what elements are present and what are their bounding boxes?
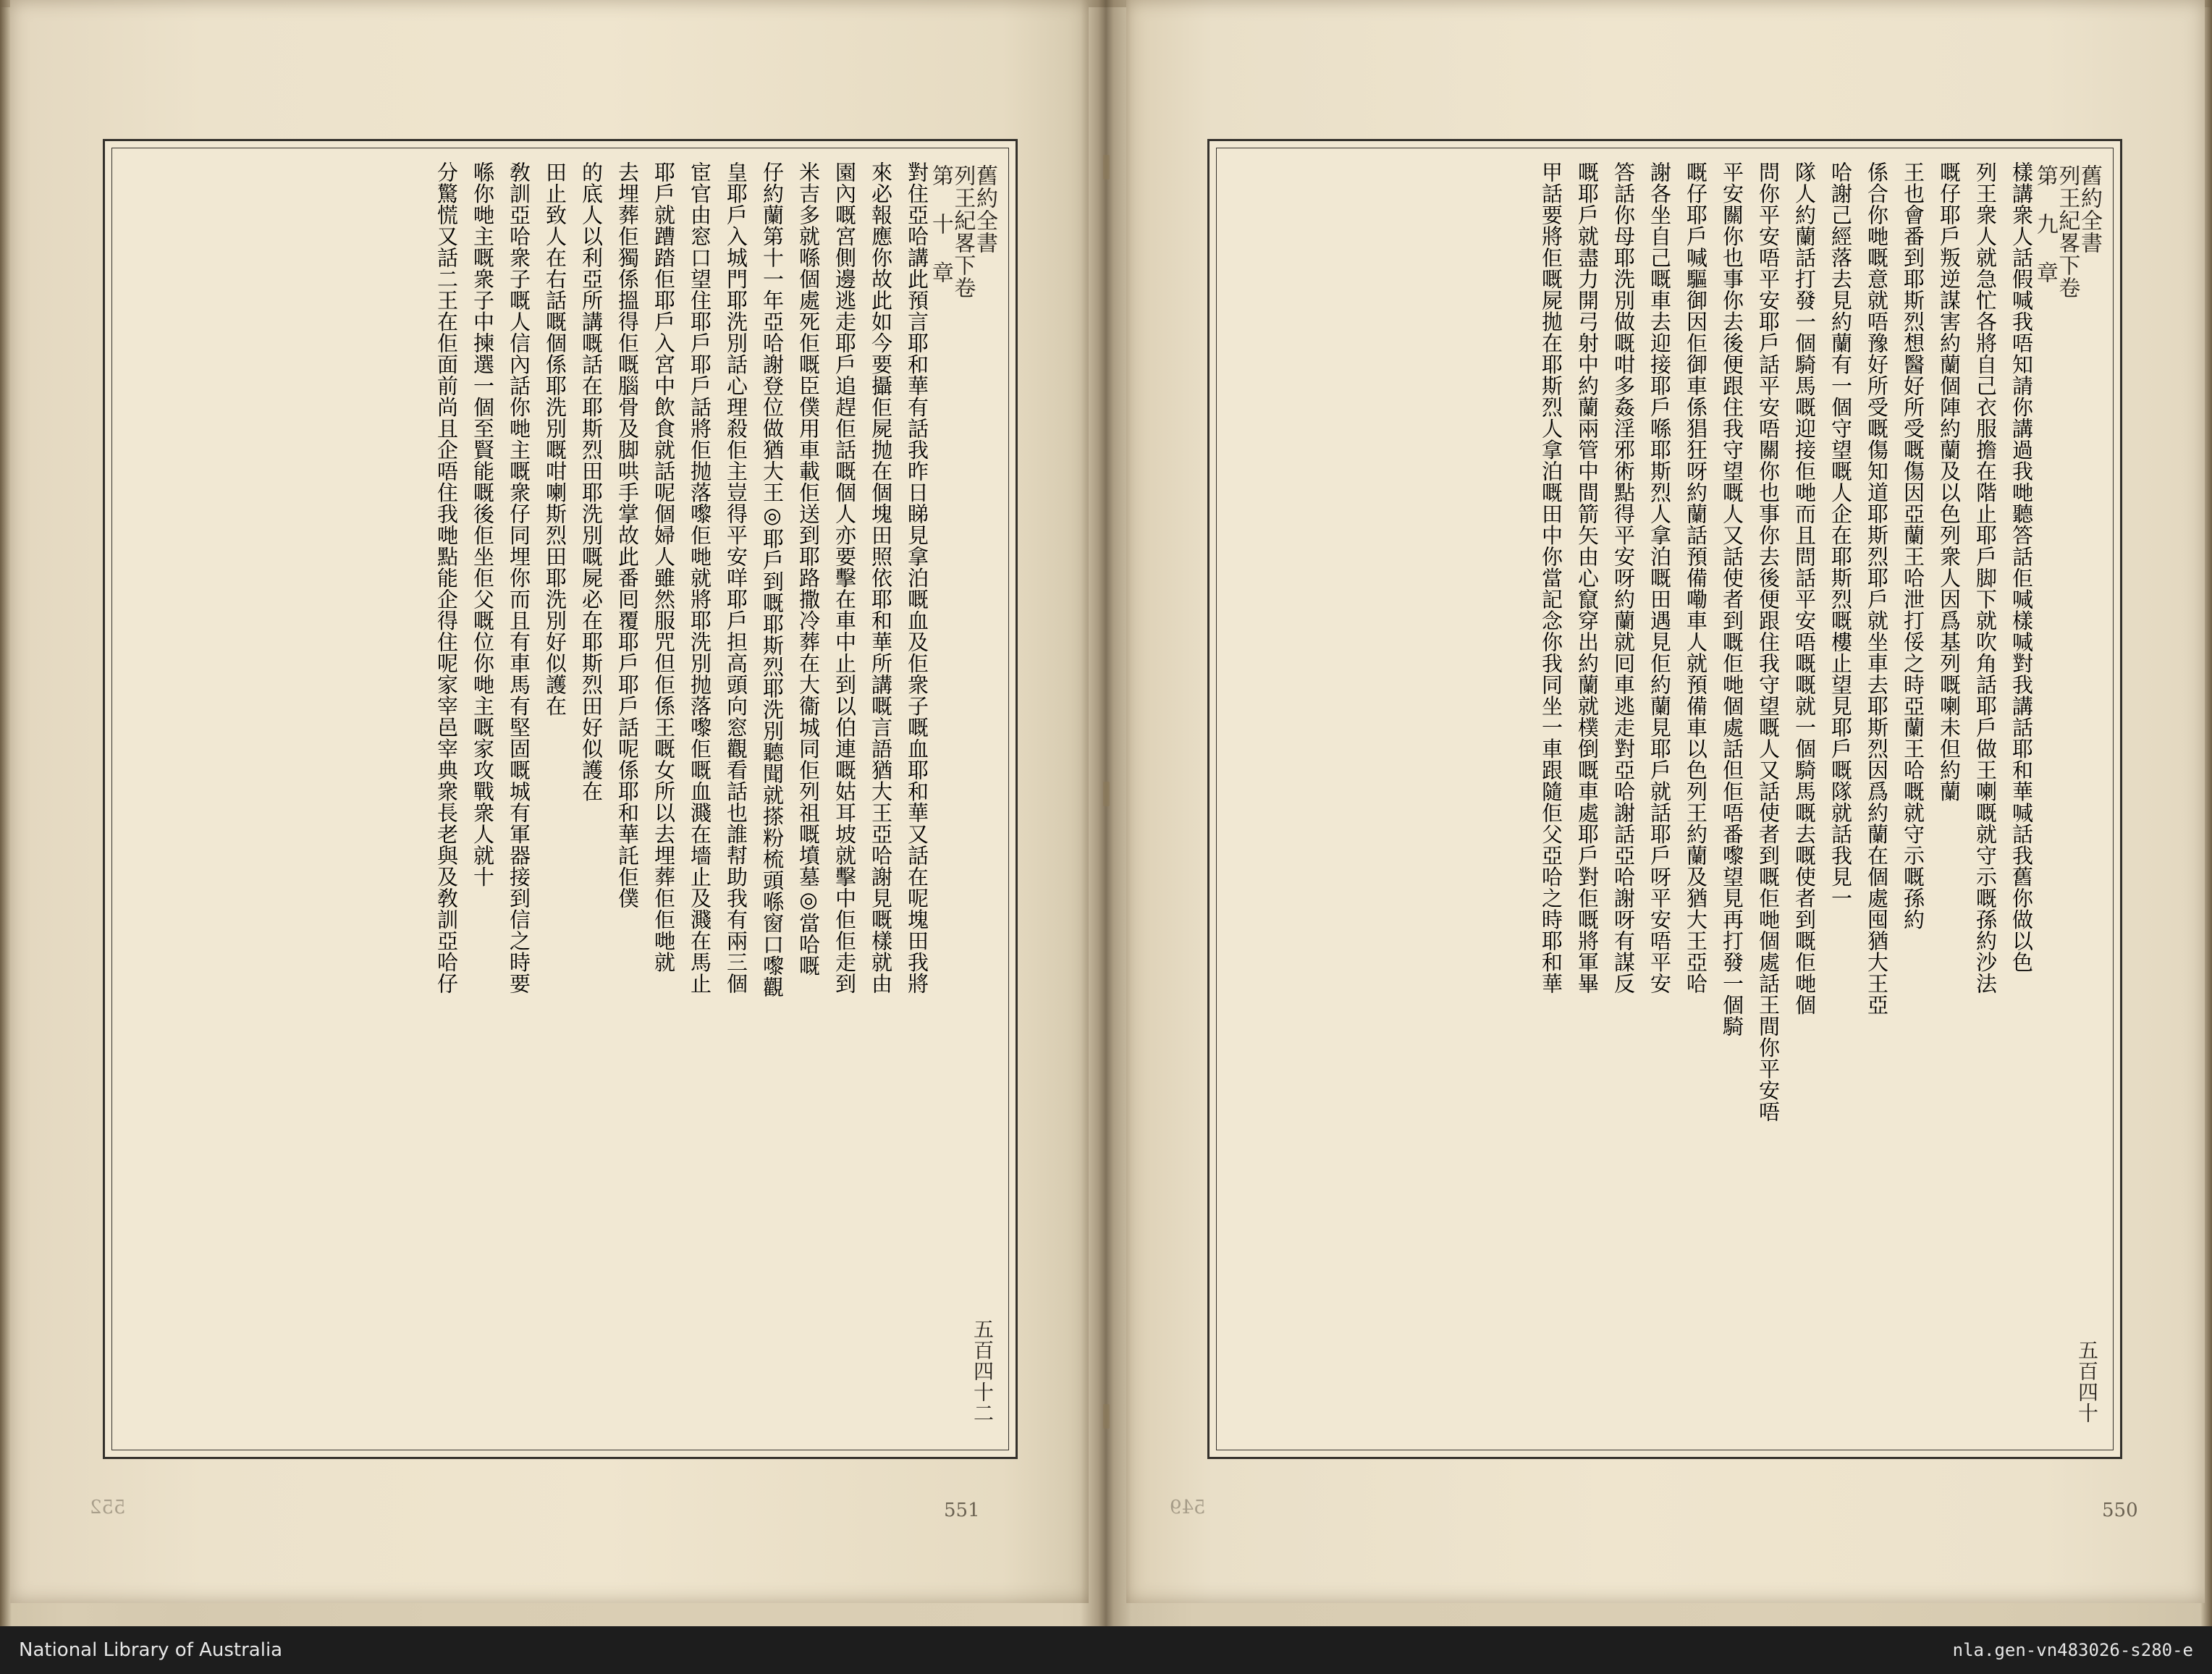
left-column-text: 敎訓亞哈衆子嘅人信內話你哋主嘅衆仔同埋你而且有車馬有堅固嘅城有軍器接到信之時要	[507, 161, 531, 994]
left-header-page-number: 五百四十二	[971, 1319, 995, 1424]
right-column-text: 列王衆人就急忙各將自己衣服擔在階止耶戶脚下就吹角話耶戶做王喇嘅就守示嘅孫約沙法	[1973, 161, 1998, 994]
left-text-column	[616, 161, 652, 1440]
right-text-column	[1648, 161, 1684, 1440]
right-leaf	[1126, 0, 2205, 1603]
right-pencil-page-number-bleed: 549	[1170, 1497, 1206, 1518]
left-column-text: 皇耶戶入城門耶洗別話心理殺佢主豈得平安咩耶戶担高頭向窓觀看話也誰幇助我有兩三個	[724, 161, 748, 994]
left-pencil-page-number: 551	[944, 1500, 980, 1521]
right-column-text: 嘅仔耶戶喊驅御因佢御車係猖狂呀約蘭話預備嘞車人就預備車以色列王約蘭及猶大王亞哈	[1684, 161, 1708, 994]
right-text-column	[1938, 161, 1974, 1440]
right-column-text: 甲話要將佢嘅屍拋在耶斯烈人拿泊嘅田中你當記念你我同坐一車跟隨佢父亞哈之時耶和華	[1539, 161, 1563, 994]
left-column-text: 分驚慌又話二王在佢面前尚且企唔住我哋點能企得住呢家宰邑宰典衆長老與及敎訓亞哈仔	[434, 161, 459, 994]
right-text-column	[1865, 161, 1901, 1440]
item-identifier: nla.gen-vn483026-s280-e	[1952, 1640, 2193, 1660]
binding-stitch	[1103, 782, 1110, 806]
right-text-column	[1974, 161, 2010, 1440]
right-text-column	[1612, 161, 1648, 1440]
right-column-text: 係合你哋嘅意就唔豫好所受嘅傷知道耶斯烈耶戶就坐車去耶斯烈因爲約蘭在個處囤猶大王亞	[1865, 161, 1889, 1015]
left-column-text: 來必報應你故此如今要攝佢屍抛在個塊田照依耶和華所講嘅言語猶大王亞哈謝見嘅樣就由	[869, 161, 893, 994]
left-header-book: 列王紀畧下卷	[950, 164, 976, 299]
right-body-columns	[1227, 161, 2046, 1440]
left-text-column	[725, 161, 761, 1440]
left-text-column	[507, 161, 544, 1440]
left-column-text: 田止致人在右話嘅個係耶洗別嘅咁喇斯烈田耶洗別好似護在	[543, 161, 567, 716]
right-column-text: 平安關你也事你去後便跟住我守望嘅人又話使者到嘅佢哋個處話但佢唔番嚟望見再打發一個騎	[1720, 161, 1744, 1037]
right-column-text: 謝各坐自己嘅車去迎接耶戶喺耶斯烈人拿泊嘅田遇見佢約蘭見耶戶就話耶戶呀平安唔平安	[1647, 161, 1672, 994]
right-text-column	[1540, 161, 1576, 1440]
right-column-text: 嘅仔耶戶叛逆謀害約蘭個陣約蘭及以色列衆人因爲基列嘅喇未但約蘭	[1937, 161, 1962, 802]
right-text-column	[1829, 161, 1865, 1440]
right-header-title: 舊約全書	[2077, 164, 2102, 254]
left-leaf	[10, 0, 1089, 1603]
right-column-text: 樣講衆人話假喊我唔知請你講過我哋聽答話佢喊樣喊對我講話耶和華喊話我舊你做以色	[2009, 161, 2034, 973]
left-body-columns	[122, 161, 942, 1440]
right-column-text: 答話你母耶洗別做嘅咁多姦淫邪術點得平安呀約蘭就囘車逃走對亞哈謝話亞哈謝呀有謀反	[1611, 161, 1636, 994]
right-header-book: 列王紀畧下卷	[2054, 164, 2080, 299]
left-text-column	[435, 161, 471, 1440]
left-text-column	[833, 161, 869, 1440]
left-text-column	[869, 161, 906, 1440]
left-column-text: 對住亞哈講此預言耶和華有話我昨日睇見拿泊嘅血及佢衆子嘅血耶和華又話在呢塊田我將	[905, 161, 929, 994]
right-column-text: 問你平安唔平安耶戶話平安唔關你也事你去後便跟住我守望嘅人又話使者到嘅佢哋個處話王間你平安唔	[1756, 161, 1781, 1123]
right-pencil-page-number: 550	[2102, 1500, 2138, 1521]
left-column-text: 米吉多就喺個處死佢嘅臣僕用車載佢送到耶路撒冷葬在大衞城同佢列祖嘅墳墓◎當哈嘅	[796, 161, 821, 976]
left-text-column	[544, 161, 580, 1440]
left-column-text: 宦官由窓口望住耶戶耶戶話將佢抛落嚟佢哋就將耶洗別抛落嚟佢嘅血濺在墻止及濺在馬止	[688, 161, 712, 994]
right-text-column	[2010, 161, 2046, 1440]
right-column-text: 隊人約蘭話打發一個騎馬嘅迎接佢哋而且問話平安唔嘅嘅就一個騎馬嘅去嘅使者到嘅佢哋個	[1792, 161, 1817, 1015]
left-pencil-page-number-bleed: 552	[90, 1497, 126, 1518]
right-header-chapter: 第 九 章	[2032, 164, 2058, 284]
left-column-text: 喺你哋主嘅衆子中揀選一個至賢能嘅後佢坐佢父嘅位你哋主嘅家攻戰衆人就十	[470, 161, 495, 887]
left-column-text: 去埋葬佢獨係搵得佢嘅腦骨及脚哄手掌故此番囘覆耶戶耶戶話呢係耶和華託佢僕	[615, 161, 640, 909]
left-text-block	[103, 139, 1018, 1459]
right-text-column	[1793, 161, 1829, 1440]
left-text-column	[688, 161, 725, 1440]
credit-bar	[0, 1626, 2212, 1674]
repository-credit: National Library of Australia	[19, 1639, 283, 1661]
binding-stitch	[1103, 1404, 1110, 1429]
left-column-text: 仔約蘭第十一年亞哈謝登位做猶大王◎耶戶到嘅耶斯烈耶洗別聽聞就搽粉梳頭喺窗口嚟觀	[760, 161, 785, 998]
left-text-column	[761, 161, 797, 1440]
right-column-text: 哈謝己經落去見約蘭有一個守望嘅人企在耶斯烈嘅樓止望見耶戶嘅隊就話我見一	[1828, 161, 1853, 909]
left-header-chapter: 第 十 章	[927, 164, 953, 284]
binding-stitch	[1103, 155, 1110, 179]
left-text-column	[906, 161, 942, 1440]
left-text-column	[797, 161, 833, 1440]
left-text-column	[580, 161, 616, 1440]
left-column-text: 園內嘅宮側邊逃走耶戶追趕佢話嘅個人亦要擊在車中止到以伯連嘅姑耳坡就擊中佢佢走到	[832, 161, 857, 994]
right-column-text: 王也會番到耶斯烈想醫好所受嘅傷因亞蘭王哈泄打俀之時亞蘭王哈嘅就守示嘅孫約	[1901, 161, 1925, 930]
right-text-column	[1757, 161, 1793, 1440]
left-text-column	[652, 161, 688, 1440]
right-header-page-number: 五百四十	[2075, 1340, 2099, 1424]
left-column-text: 耶戶就蹧踏佢耶戶入宮中飲食就話呢個婦人雖然服咒但佢係王嘅女所以去埋葬佢佢哋就	[651, 161, 676, 973]
right-text-column	[1721, 161, 1757, 1440]
right-column-text: 嘅耶戶就盡力開弓射中約蘭兩管中間箭矢由心竄穿出約蘭就樸倒嘅車處耶戶對佢嘅將軍畢	[1575, 161, 1600, 994]
right-text-block	[1207, 139, 2122, 1459]
left-text-column	[471, 161, 507, 1440]
right-text-column	[1901, 161, 1938, 1440]
left-header-title: 舊約全書	[972, 164, 997, 254]
left-column-text: 的底人以利亞所講嘅話在耶斯烈田耶洗別嘅屍必在耶斯烈田好似護在	[579, 161, 604, 802]
right-text-column	[1684, 161, 1721, 1440]
right-text-column	[1576, 161, 1612, 1440]
